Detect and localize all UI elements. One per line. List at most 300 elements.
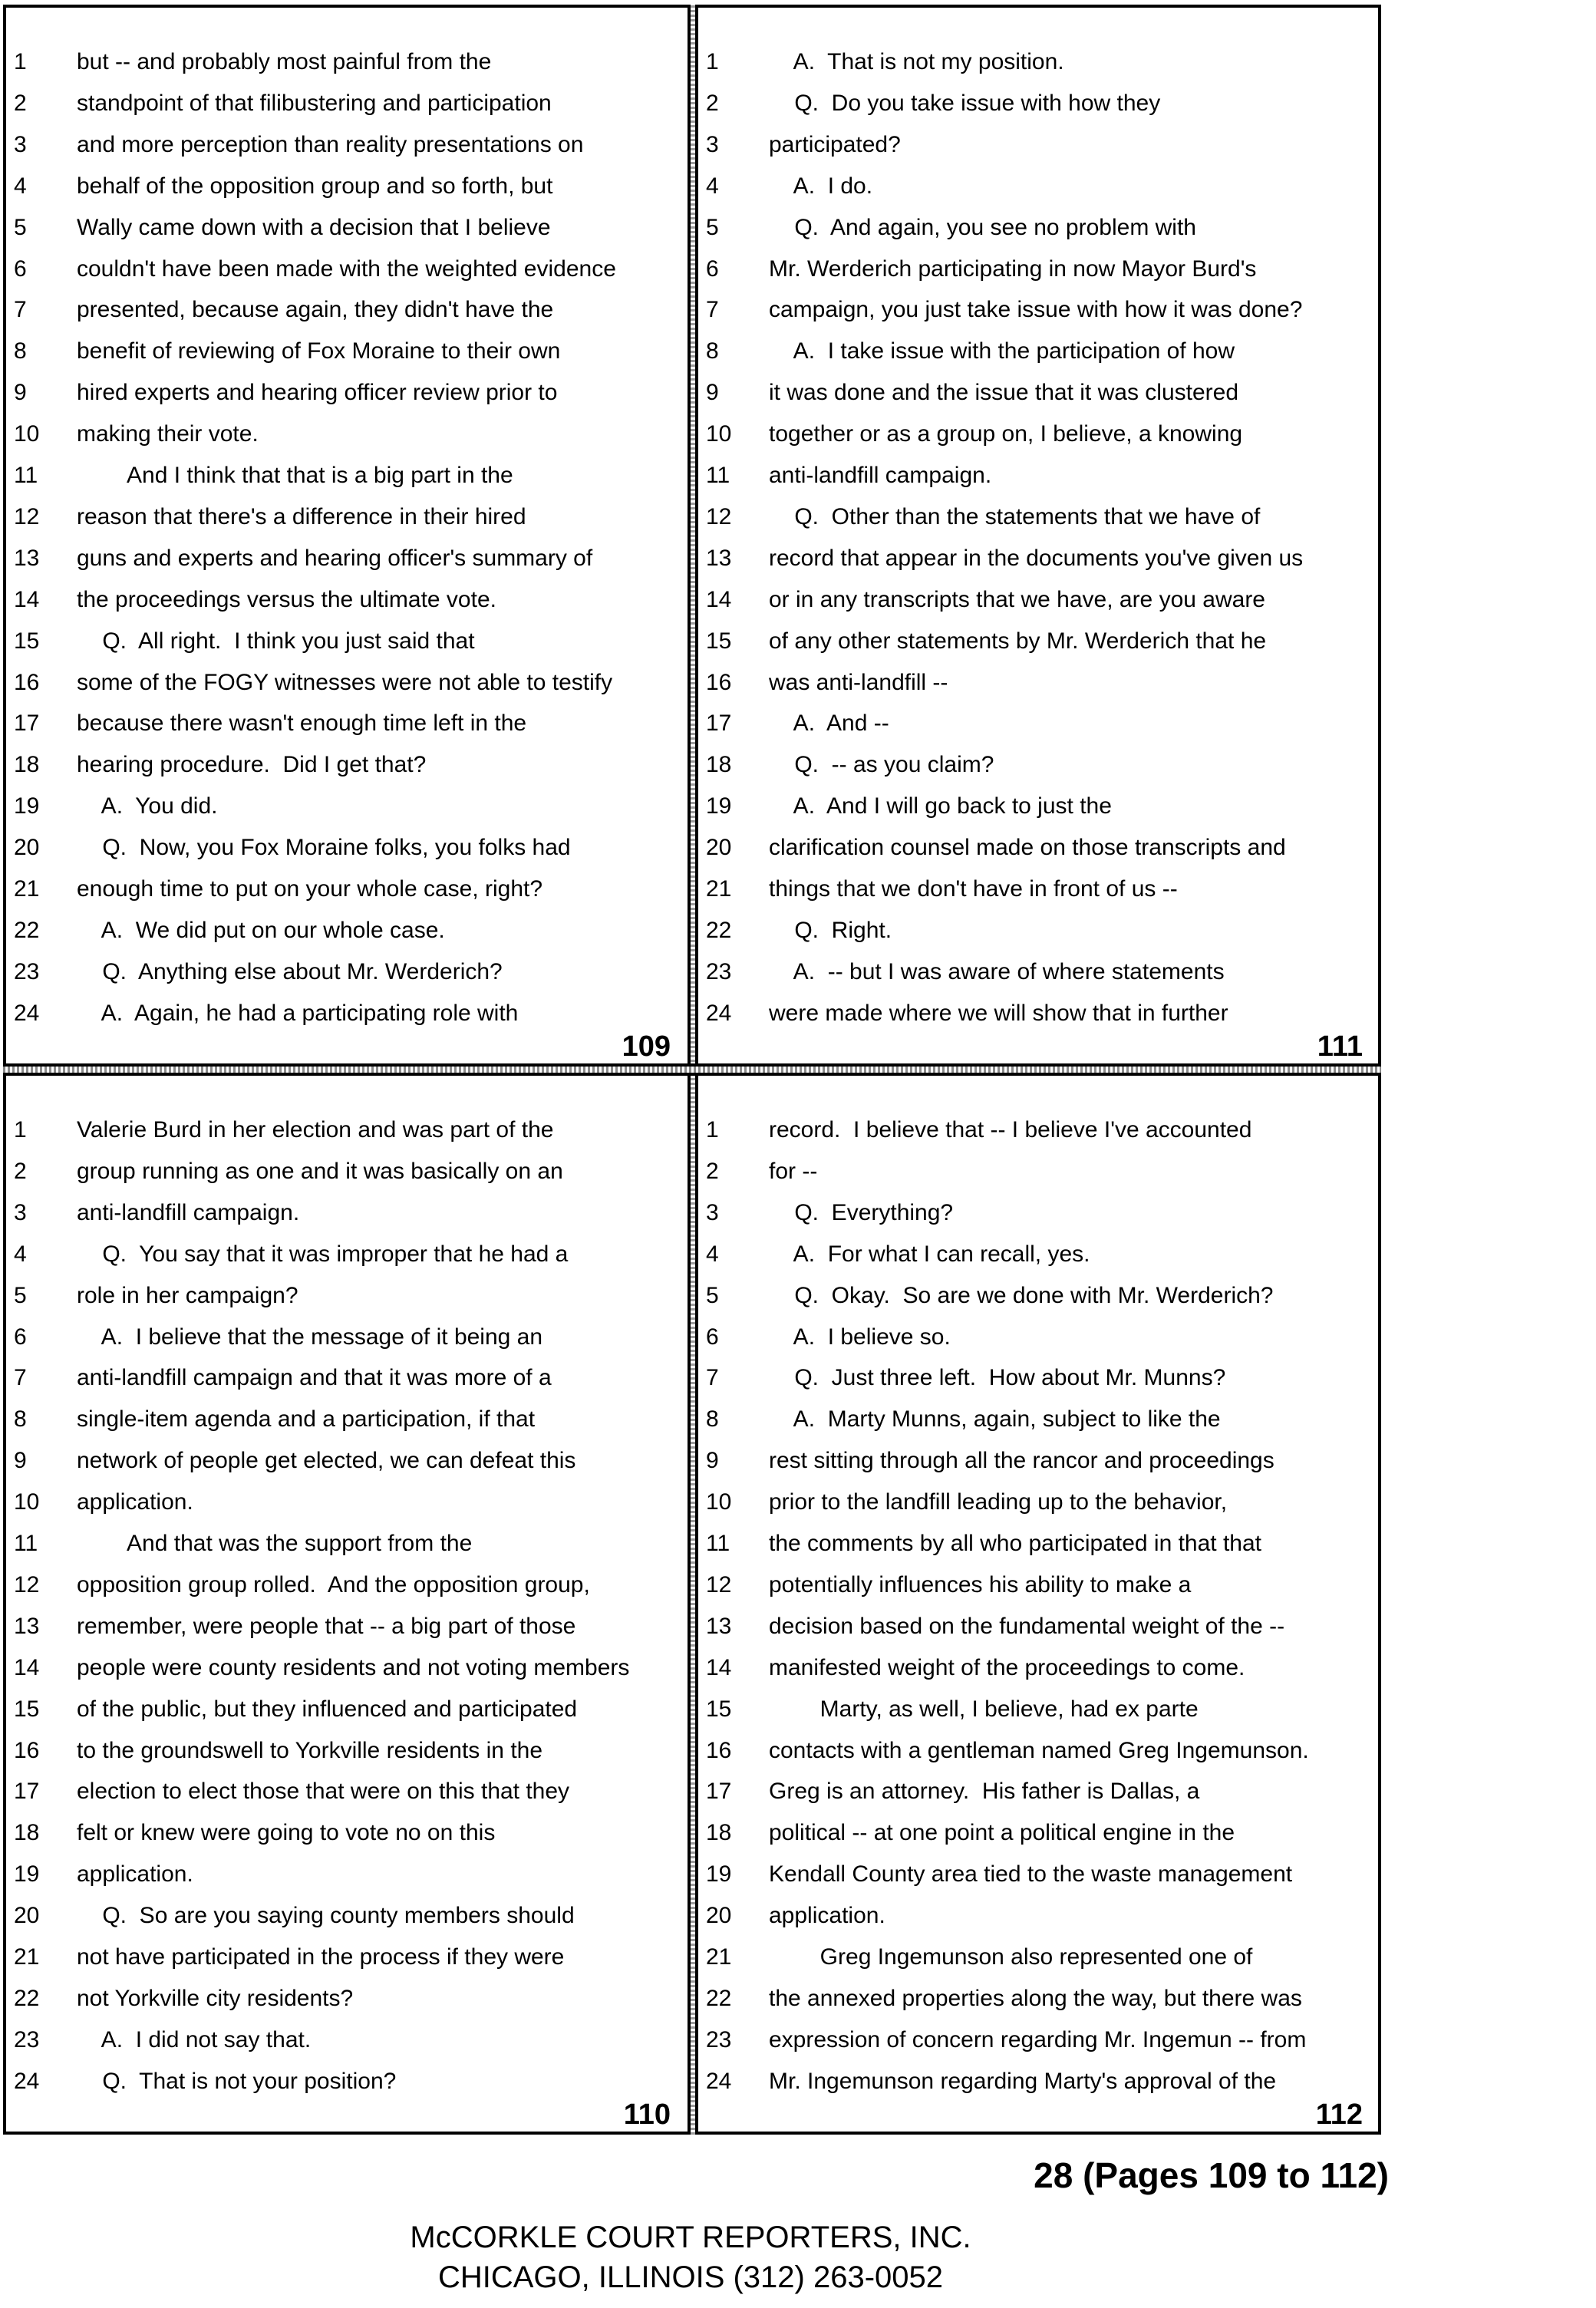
line-number: 18: [706, 752, 732, 778]
line-number: 13: [706, 1613, 732, 1639]
transcript-line: [6, 1730, 681, 1772]
transcript-line: [6, 166, 681, 207]
transcript-line: [698, 1482, 1373, 1523]
transcript-line: [6, 1151, 681, 1192]
line-number: 5: [14, 214, 27, 240]
transcript-line: [6, 1109, 681, 1151]
line-text: Greg is an attorney. His father is Dallas, a: [769, 1779, 1200, 1805]
line-number: 10: [706, 421, 732, 447]
line-number: 9: [14, 1448, 27, 1474]
transcript-line: [6, 1523, 681, 1564]
line-number: 2: [14, 90, 27, 116]
line-text: hearing procedure. Did I get that?: [77, 752, 427, 778]
transcript-line: [698, 662, 1373, 704]
transcript-line: [698, 703, 1373, 744]
transcript-line: [6, 1812, 681, 1854]
transcript-line: [6, 331, 681, 372]
transcript-line: [6, 1606, 681, 1647]
reporter-name: McCORKLE COURT REPORTERS, INC.: [410, 2221, 971, 2254]
transcript-line: [6, 1192, 681, 1234]
transcript-line: [698, 1275, 1373, 1317]
line-number: 16: [14, 669, 40, 695]
line-text: potentially influences his ability to make a: [769, 1571, 1192, 1597]
line-number: 24: [14, 1000, 40, 1026]
line-number: 21: [14, 876, 40, 902]
line-number: 10: [14, 421, 40, 447]
line-number: 8: [14, 338, 27, 364]
transcript-line: [6, 41, 681, 83]
line-number: 2: [14, 1158, 27, 1184]
line-text: opposition group rolled. And the opposition group,: [77, 1571, 590, 1597]
line-text: single-item agenda and a participation, if that: [77, 1406, 536, 1433]
transcript-line: [6, 496, 681, 538]
line-number: 23: [14, 958, 40, 984]
line-number: 4: [14, 1241, 27, 1267]
transcript-line: [698, 41, 1373, 83]
line-text: Q. Right.: [769, 917, 892, 943]
line-number: 9: [706, 1448, 719, 1474]
transcript-line: [698, 1440, 1373, 1482]
line-number: 5: [14, 1282, 27, 1308]
transcript-line: [6, 1357, 681, 1399]
line-number: 3: [14, 1199, 27, 1225]
transcript-line: [6, 1647, 681, 1689]
line-number: 12: [14, 503, 40, 529]
line-number: 4: [14, 173, 27, 199]
line-number: 22: [14, 917, 40, 943]
line-number: 11: [14, 463, 38, 488]
transcript-line: [698, 1523, 1373, 1564]
transcript-line: [698, 496, 1373, 538]
line-number: 15: [14, 1696, 40, 1722]
horizontal-divider: [3, 1063, 1381, 1076]
transcript-line: [698, 993, 1373, 1034]
line-number: 24: [14, 2068, 40, 2094]
line-text: Q. Everything?: [769, 1199, 954, 1225]
line-text: enough time to put on your whole case, right?: [77, 876, 543, 902]
line-text: Mr. Werderich participating in now Mayor Burd's: [769, 256, 1257, 282]
line-number: 23: [14, 2026, 40, 2052]
line-number: 14: [14, 1654, 40, 1680]
transcript-line: [698, 414, 1373, 455]
line-text: Q. That is not your position?: [77, 2068, 397, 2094]
transcript-page-112: [698, 1076, 1373, 2131]
line-text: participated?: [769, 131, 901, 157]
line-number: 13: [706, 545, 732, 571]
line-number: 15: [14, 628, 40, 654]
line-text: A. That is not my position.: [769, 49, 1064, 74]
line-number: 7: [706, 297, 719, 323]
transcript-line: [698, 951, 1373, 993]
line-number: 7: [706, 1365, 719, 1391]
line-text: some of the FOGY witnesses were not able to testify: [77, 669, 613, 695]
transcript-line: [6, 1937, 681, 1978]
line-number: 12: [14, 1571, 40, 1597]
transcript-line: [6, 1564, 681, 1606]
line-number: 16: [14, 1737, 40, 1763]
line-number: 2: [706, 90, 719, 116]
line-text: couldn't have been made with the weighted evidence: [77, 256, 616, 282]
line-text: reason that there's a difference in their hired: [77, 503, 526, 529]
transcript-line: [698, 621, 1373, 662]
transcript-line: [6, 662, 681, 704]
line-text: A. And --: [769, 711, 889, 737]
pages-range-label: 28 (Pages 109 to 112): [1034, 2155, 1389, 2195]
line-number: 6: [14, 256, 27, 282]
line-text: but -- and probably most painful from the: [77, 49, 492, 74]
line-number: 8: [706, 338, 719, 364]
transcript-line: [6, 1482, 681, 1523]
line-number: 17: [706, 711, 732, 737]
line-number: 19: [706, 793, 732, 819]
line-number: 20: [706, 1903, 732, 1929]
line-text: record. I believe that -- I believe I've accounted: [769, 1117, 1252, 1142]
line-text: expression of concern regarding Mr. Ingemun -- from: [769, 2026, 1307, 2052]
line-text: standpoint of that filibustering and participation: [77, 90, 552, 116]
transcript-line: [6, 1399, 681, 1440]
line-text: were made where we will show that in further: [769, 1000, 1228, 1026]
line-number: 20: [14, 835, 40, 861]
line-text: decision based on the fundamental weight of the --: [769, 1613, 1285, 1639]
line-number: 4: [706, 1241, 719, 1267]
transcript-line: [6, 579, 681, 621]
line-text: Q. Do you take issue with how they: [769, 90, 1161, 116]
line-text: it was done and the issue that it was clustered: [769, 380, 1239, 406]
line-number: 13: [14, 1613, 40, 1639]
line-text: A. For what I can recall, yes.: [769, 1241, 1090, 1267]
line-number: 1: [14, 1117, 27, 1142]
line-number: 9: [14, 380, 27, 406]
line-text: election to elect those that were on this that they: [77, 1779, 570, 1805]
line-text: the annexed properties along the way, but there was: [769, 1985, 1302, 2011]
line-number: 13: [14, 545, 40, 571]
transcript-line: [698, 2020, 1373, 2061]
line-text: anti-landfill campaign.: [77, 1199, 300, 1225]
line-text: behalf of the opposition group and so forth, but: [77, 173, 553, 199]
line-number: 11: [706, 463, 730, 488]
line-text: anti-landfill campaign.: [769, 463, 992, 488]
line-text: A. I believe that the message of it being an: [77, 1324, 543, 1350]
line-number: 3: [706, 1199, 719, 1225]
transcript-line: [6, 910, 681, 951]
line-text: A. Marty Munns, again, subject to like the: [769, 1406, 1221, 1433]
line-number: 6: [706, 1324, 719, 1350]
transcript-line: [6, 1275, 681, 1317]
transcript-line: [6, 621, 681, 662]
line-text: clarification counsel made on those transcripts and: [769, 835, 1286, 861]
line-text: Mr. Ingemunson regarding Marty's approval of the: [769, 2068, 1277, 2094]
line-number: 5: [706, 1282, 719, 1308]
transcript-line: [698, 372, 1373, 414]
transcript-line: [6, 207, 681, 249]
line-number: 2: [706, 1158, 719, 1184]
line-number: 20: [706, 835, 732, 861]
transcript-line: [698, 786, 1373, 827]
transcript-line: [698, 579, 1373, 621]
line-number: 17: [14, 1779, 40, 1805]
line-text: application.: [769, 1903, 885, 1929]
transcript-line: [698, 1895, 1373, 1937]
transcript-line: [6, 1440, 681, 1482]
line-text: benefit of reviewing of Fox Moraine to their own: [77, 338, 561, 364]
transcript-line: [6, 993, 681, 1034]
line-text: rest sitting through all the rancor and proceedings: [769, 1448, 1274, 1474]
line-number: 1: [706, 1117, 719, 1142]
transcript-line: [6, 414, 681, 455]
page-number: 112: [1315, 2099, 1363, 2131]
line-text: Q. Just three left. How about Mr. Munns?: [769, 1365, 1226, 1391]
transcript-line: [6, 1771, 681, 1812]
line-number: 6: [14, 1324, 27, 1350]
line-text: Q. And again, you see no problem with: [769, 214, 1196, 240]
line-text: Kendall County area tied to the waste management: [769, 1861, 1293, 1888]
transcript-line: [6, 2020, 681, 2061]
transcript-line: [698, 1606, 1373, 1647]
transcript-line: [698, 331, 1373, 372]
line-number: 10: [14, 1489, 40, 1515]
transcript-line: [698, 538, 1373, 579]
transcript-line: [698, 1812, 1373, 1854]
line-text: to the groundswell to Yorkville residents in the: [77, 1737, 543, 1763]
line-number: 19: [706, 1861, 732, 1888]
transcript-line: [698, 1647, 1373, 1689]
line-number: 12: [706, 1571, 732, 1597]
line-text: network of people get elected, we can defeat this: [77, 1448, 576, 1474]
line-number: 9: [706, 380, 719, 406]
transcript-line: [698, 1854, 1373, 1895]
transcript-line: [698, 83, 1373, 124]
line-text: anti-landfill campaign and that it was more of a: [77, 1365, 552, 1391]
line-text: not Yorkville city residents?: [77, 1985, 354, 2011]
reporter-contact: CHICAGO, ILLINOIS (312) 263-0052: [437, 2260, 944, 2294]
transcript-line: [6, 455, 681, 496]
line-text: campaign, you just take issue with how it was done?: [769, 297, 1303, 323]
line-text: prior to the landfill leading up to the behavior,: [769, 1489, 1228, 1515]
line-text: Q. You say that it was improper that he had a: [77, 1241, 569, 1267]
transcript-line: [698, 1151, 1373, 1192]
line-text: role in her campaign?: [77, 1282, 298, 1308]
line-number: 15: [706, 1696, 732, 1722]
line-text: not have participated in the process if they were: [77, 1944, 565, 1970]
line-text: of any other statements by Mr. Werderich that he: [769, 628, 1267, 654]
line-text: the comments by all who participated in that that: [769, 1531, 1262, 1556]
line-number: 14: [706, 1654, 732, 1680]
line-number: 18: [14, 752, 40, 778]
line-number: 19: [14, 793, 40, 819]
line-text: A. We did put on our whole case.: [77, 917, 445, 943]
line-text: record that appear in the documents you've given us: [769, 545, 1304, 571]
line-text: Q. Now, you Fox Moraine folks, you folks had: [77, 835, 571, 861]
line-text: people were county residents and not voting members: [77, 1654, 630, 1680]
transcript-line: [6, 1895, 681, 1937]
transcript-line: [6, 1978, 681, 2020]
line-text: application.: [77, 1861, 193, 1888]
transcript-line: [6, 1689, 681, 1730]
line-text: Q. Okay. So are we done with Mr. Werderich?: [769, 1282, 1274, 1308]
line-number: 20: [14, 1903, 40, 1929]
transcript-line: [698, 744, 1373, 786]
page-number: 111: [1317, 1030, 1363, 1063]
transcript-line: [6, 744, 681, 786]
transcript-line: [698, 1978, 1373, 2020]
line-number: 16: [706, 1737, 732, 1763]
line-text: A. I believe so.: [769, 1324, 951, 1350]
line-text: presented, because again, they didn't have the: [77, 297, 554, 323]
line-number: 22: [14, 1985, 40, 2011]
line-text: Q. Anything else about Mr. Werderich?: [77, 958, 503, 984]
line-number: 18: [706, 1820, 732, 1846]
transcript-line: [698, 1771, 1373, 1812]
line-number: 24: [706, 2068, 732, 2094]
line-text: guns and experts and hearing officer's summary of: [77, 545, 593, 571]
transcript-line: [6, 951, 681, 993]
line-text: Q. All right. I think you just said that: [77, 628, 475, 654]
line-number: 18: [14, 1820, 40, 1846]
line-number: 16: [706, 669, 732, 695]
line-text: of the public, but they influenced and participated: [77, 1696, 578, 1722]
line-text: application.: [77, 1489, 193, 1515]
transcript-line: [698, 207, 1373, 249]
transcript-line: [6, 2061, 681, 2102]
transcript-line: [698, 1234, 1373, 1275]
transcript-line: [698, 1109, 1373, 1151]
transcript-line: [698, 827, 1373, 869]
line-text: A. I do.: [769, 173, 873, 199]
line-text: felt or knew were going to vote no on this: [77, 1820, 496, 1846]
line-text: political -- at one point a political engine in the: [769, 1820, 1235, 1846]
transcript-line: [698, 1689, 1373, 1730]
line-number: 15: [706, 628, 732, 654]
transcript-line: [6, 83, 681, 124]
line-number: 14: [706, 586, 732, 612]
line-text: Marty, as well, I believe, had ex parte: [769, 1696, 1199, 1722]
transcript-line: [698, 249, 1373, 290]
line-number: 17: [706, 1779, 732, 1805]
line-text: was anti-landfill --: [769, 669, 948, 695]
line-text: or in any transcripts that we have, are you aware: [769, 586, 1265, 612]
line-text: A. And I will go back to just the: [769, 793, 1112, 819]
transcript-line: [698, 1192, 1373, 1234]
transcript-line: [6, 703, 681, 744]
line-number: 6: [706, 256, 719, 282]
line-number: 24: [706, 1000, 732, 1026]
transcript-page-110: [6, 1076, 681, 2131]
line-text: Greg Ingemunson also represented one of: [769, 1944, 1253, 1970]
line-number: 8: [706, 1406, 719, 1433]
line-number: 19: [14, 1861, 40, 1888]
line-text: hired experts and hearing officer review prior to: [77, 380, 558, 406]
line-text: Q. -- as you claim?: [769, 752, 994, 778]
line-number: 7: [14, 297, 27, 323]
line-number: 23: [706, 958, 732, 984]
line-text: things that we don't have in front of us --: [769, 876, 1178, 902]
line-text: A. I take issue with the participation of how: [769, 338, 1235, 364]
line-text: and more perception than reality presentations on: [77, 131, 584, 157]
line-text: A. -- but I was aware of where statements: [769, 958, 1225, 984]
line-text: And that was the support from the: [77, 1531, 473, 1556]
transcript-line: [698, 1564, 1373, 1606]
line-number: 8: [14, 1406, 27, 1433]
transcript-line: [698, 289, 1373, 331]
line-text: manifested weight of the proceedings to come.: [769, 1654, 1245, 1680]
line-text: A. You did.: [77, 793, 218, 819]
transcript-line: [6, 249, 681, 290]
line-text: A. Again, he had a participating role with: [77, 1000, 519, 1026]
line-number: 12: [706, 503, 732, 529]
transcript-line: [698, 1937, 1373, 1978]
transcript-page-111: [698, 8, 1373, 1063]
line-number: 3: [706, 131, 719, 157]
line-number: 21: [706, 1944, 732, 1970]
transcript-line: [698, 455, 1373, 496]
line-number: 11: [14, 1531, 38, 1556]
line-number: 21: [14, 1944, 40, 1970]
transcript-line: [6, 1317, 681, 1358]
line-text: A. I did not say that.: [77, 2026, 312, 2052]
line-text: contacts with a gentleman named Greg Ingemunson.: [769, 1737, 1309, 1763]
line-text: together or as a group on, I believe, a knowing: [769, 421, 1243, 447]
transcript-line: [698, 869, 1373, 910]
line-text: Q. So are you saying county members should: [77, 1903, 575, 1929]
line-text: making their vote.: [77, 421, 259, 447]
line-number: 22: [706, 917, 732, 943]
line-text: group running as one and it was basically on an: [77, 1158, 563, 1184]
transcript-line: [6, 869, 681, 910]
line-text: for --: [769, 1158, 818, 1184]
transcript-line: [698, 1730, 1373, 1772]
transcript-line: [698, 1317, 1373, 1358]
line-text: remember, were people that -- a big part of those: [77, 1613, 576, 1639]
transcript-page-109: [6, 8, 681, 1063]
line-number: 22: [706, 1985, 732, 2011]
transcript-line: [698, 1399, 1373, 1440]
transcript-line: [698, 2061, 1373, 2102]
line-number: 7: [14, 1365, 27, 1391]
transcript-line: [698, 124, 1373, 166]
line-number: 1: [706, 49, 719, 74]
page-number: 110: [623, 2099, 671, 2131]
transcript-line: [698, 1357, 1373, 1399]
transcript-line: [6, 372, 681, 414]
transcript-line: [6, 289, 681, 331]
line-number: 17: [14, 711, 40, 737]
transcript-line: [698, 166, 1373, 207]
line-number: 4: [706, 173, 719, 199]
line-text: the proceedings versus the ultimate vote.: [77, 586, 496, 612]
line-text: Wally came down with a decision that I believe: [77, 214, 551, 240]
line-number: 5: [706, 214, 719, 240]
line-text: Valerie Burd in her election and was part of the: [77, 1117, 554, 1142]
line-number: 14: [14, 586, 40, 612]
line-number: 21: [706, 876, 732, 902]
transcript-line: [6, 538, 681, 579]
transcript-line: [6, 1854, 681, 1895]
line-text: because there wasn't enough time left in the: [77, 711, 527, 737]
line-number: 3: [14, 131, 27, 157]
page-number: 109: [622, 1030, 671, 1063]
line-number: 23: [706, 2026, 732, 2052]
line-number: 1: [14, 49, 27, 74]
transcript-line: [698, 910, 1373, 951]
line-number: 10: [706, 1489, 732, 1515]
transcript-line: [6, 1234, 681, 1275]
line-number: 11: [706, 1531, 730, 1556]
line-text: And I think that that is a big part in the: [77, 463, 513, 488]
transcript-line: [6, 827, 681, 869]
transcript-line: [6, 786, 681, 827]
line-text: Q. Other than the statements that we have of: [769, 503, 1261, 529]
transcript-line: [6, 124, 681, 166]
